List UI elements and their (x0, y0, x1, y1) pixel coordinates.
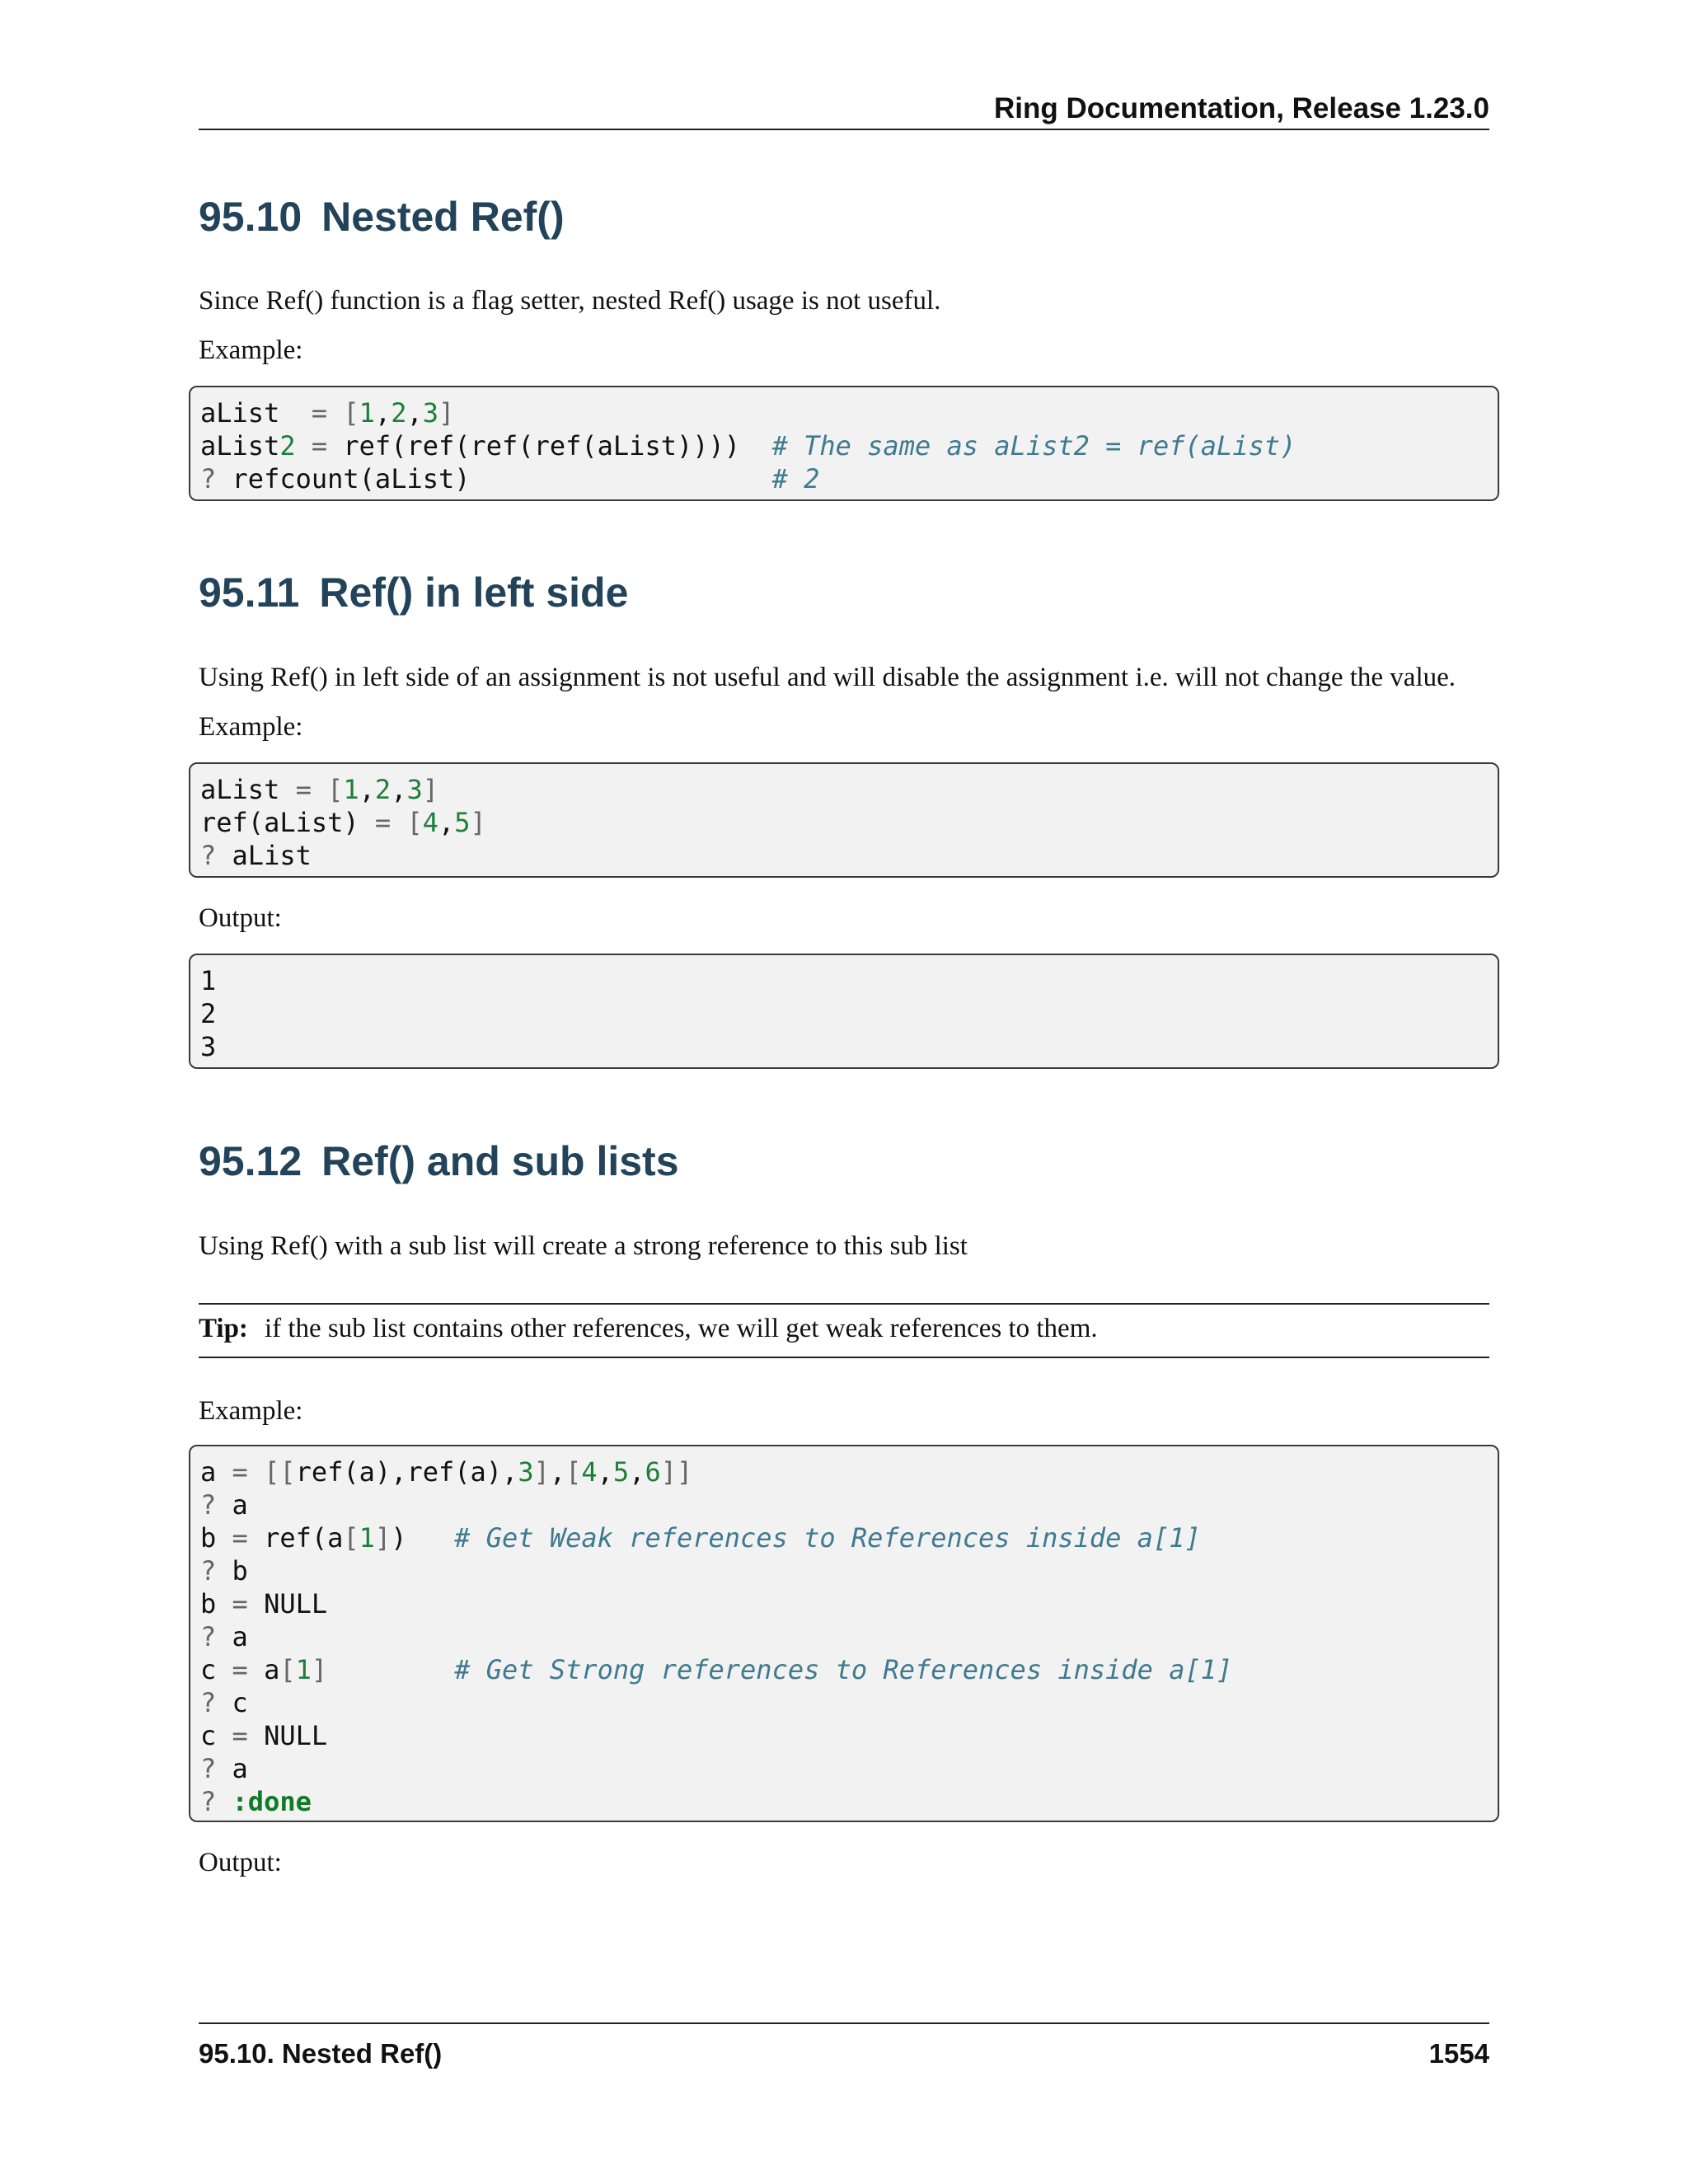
code-line: b = ref(a[1]) # Get Weak references to References inside a[1] (200, 1522, 1201, 1554)
code-line: aList = [1,2,3] (200, 397, 455, 429)
code-line: aList2 = ref(ref(ref(ref(aList)))) # The same as aList2 = ref(aList) (200, 430, 1296, 462)
section-heading-95-11 (199, 569, 628, 616)
code-line: a = [[ref(a),ref(a),3],[4,5,6]] (200, 1456, 693, 1488)
output-listing (200, 964, 1498, 1063)
code-line: c = NULL (200, 1720, 328, 1751)
example-label: Example: (199, 1396, 303, 1426)
tip-admonition (199, 1314, 1098, 1344)
section-number: 95.10 (199, 194, 302, 240)
example-label: Example: (199, 335, 303, 365)
section-intro: Since Ref() function is a flag setter, nested Ref() usage is not useful. (199, 286, 941, 316)
code-block (189, 1445, 1499, 1822)
section-number: 95.11 (199, 569, 300, 616)
tip-text: if the sub list contains other references, we will get weak references to them. (264, 1314, 1098, 1343)
code-line: ? aList (200, 840, 312, 871)
code-line: ? c (200, 1687, 248, 1718)
code-block (189, 386, 1499, 501)
code-line: ? refcount(aList) # 2 (200, 463, 820, 494)
code-line: ? a (200, 1753, 248, 1784)
code-line: ? b (200, 1555, 248, 1586)
code-listing (200, 396, 1498, 495)
code-line: ? a (200, 1621, 248, 1652)
footer-rule (199, 2022, 1489, 2024)
output-line: 2 (200, 998, 217, 1029)
output-label: Output: (199, 903, 282, 933)
code-line: ? a (200, 1489, 248, 1521)
output-label: Output: (199, 1848, 282, 1877)
section-title: Ref() and sub lists (321, 1138, 679, 1184)
tip-rule-bottom (199, 1357, 1489, 1358)
output-block (189, 954, 1499, 1069)
section-title: Nested Ref() (321, 194, 565, 240)
section-heading-95-10 (199, 193, 565, 241)
code-listing (200, 1455, 1498, 1818)
section-number: 95.12 (199, 1138, 302, 1184)
tip-rule-top (199, 1303, 1489, 1305)
section-heading-95-12 (199, 1137, 679, 1185)
section-intro: Using Ref() in left side of an assignment is not useful and will disable the assignment i.e. will not change the value. (199, 663, 1456, 692)
code-line: ? :done (200, 1786, 312, 1817)
code-block (189, 762, 1499, 878)
page-number: 1554 (1428, 2038, 1489, 2069)
tip-label: Tip: (199, 1314, 248, 1343)
header-rule (199, 129, 1489, 130)
output-line: 1 (200, 965, 217, 996)
example-label: Example: (199, 712, 303, 742)
output-line: 3 (200, 1031, 217, 1062)
section-title: Ref() in left side (319, 569, 629, 616)
code-line: aList = [1,2,3] (200, 774, 438, 805)
section-intro: Using Ref() with a sub list will create a strong reference to this sub list (199, 1231, 968, 1261)
footer-section: 95.10. Nested Ref() (199, 2038, 443, 2069)
code-line: ref(aList) = [4,5] (200, 807, 486, 838)
code-listing (200, 773, 1498, 872)
code-line: c = a[1] # Get Strong references to References inside a[1] (200, 1654, 1233, 1685)
code-line: b = NULL (200, 1588, 328, 1619)
running-header: Ring Documentation, Release 1.23.0 (993, 92, 1489, 124)
